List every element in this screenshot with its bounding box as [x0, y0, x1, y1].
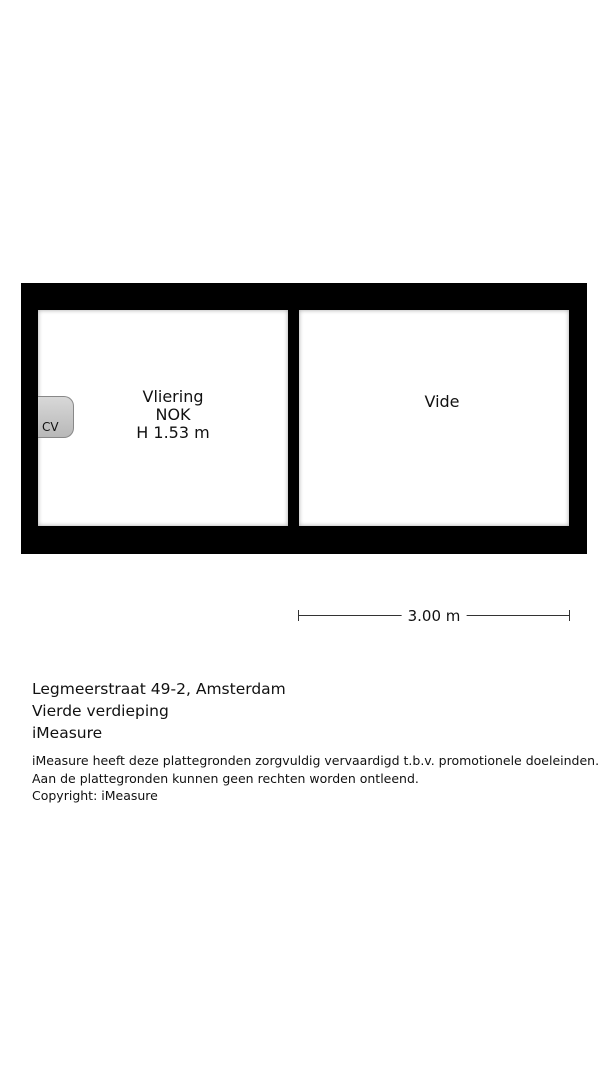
- disclaimer-line-1: iMeasure heeft deze plattegronden zorgvuldig vervaardigd t.b.v. promotionele doeleinden.: [32, 753, 600, 768]
- room-vide-name: Vide: [424, 392, 460, 411]
- room-vliering-name: Vliering: [142, 387, 204, 406]
- disclaimer-line-2: Aan de plattegronden kunnen geen rechten worden ontleend.: [32, 770, 419, 786]
- scale-label: 3.00 m: [402, 606, 467, 626]
- floor-plan: [21, 283, 587, 554]
- room-vliering: [38, 310, 288, 526]
- scale-tick-left: [298, 610, 299, 621]
- room-vliering-subtitle: NOK: [155, 405, 191, 424]
- address-text: Legmeerstraat 49-2, Amsterdam: [32, 680, 286, 698]
- property-info: [32, 678, 592, 744]
- room-vide-label: [299, 393, 585, 411]
- scale-tick-right: [569, 610, 570, 621]
- disclaimer: [32, 752, 600, 805]
- floor-text: Vierde verdieping: [32, 702, 169, 720]
- room-vliering-height: H 1.53 m: [136, 423, 210, 442]
- copyright-text: Copyright: iMeasure: [32, 788, 158, 803]
- room-vliering-label: [38, 388, 308, 442]
- company-text: iMeasure: [32, 724, 103, 742]
- cv-label: CV: [42, 420, 59, 434]
- room-vide: [299, 310, 569, 526]
- scale-bar: [298, 606, 570, 626]
